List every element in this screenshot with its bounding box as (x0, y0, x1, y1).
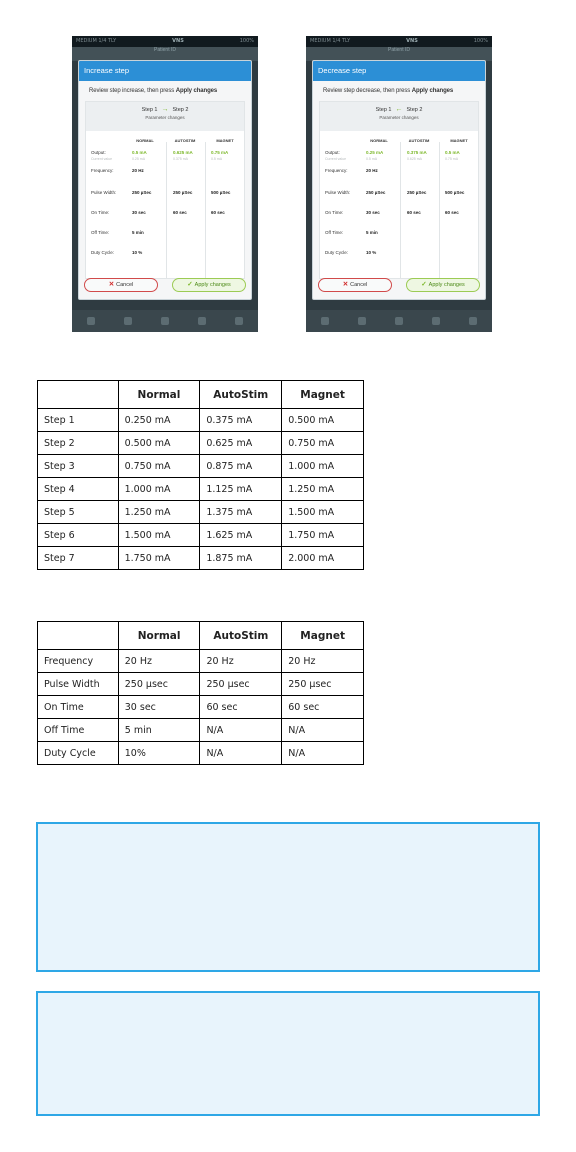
col-head-magnet: MAGNET (216, 138, 234, 143)
pulse-normal: 250 µSec (132, 190, 152, 195)
table-cell: 250 µsec (118, 673, 200, 696)
on-autostim: 60 sec (173, 210, 187, 215)
note-box (36, 822, 540, 972)
apply-changes-button[interactable] (172, 278, 246, 292)
header-magnet: Magnet (282, 622, 364, 650)
apply-label: Apply changes (194, 282, 231, 288)
dialog-title: Decrease step (313, 61, 485, 81)
table-row (38, 524, 364, 547)
label-duty-cycle: Duty Cycle: (325, 250, 349, 255)
col-head-autostim: AUTOSTIM (408, 138, 430, 143)
table-cell: 250 µsec (200, 673, 282, 696)
table-row (38, 409, 364, 432)
cancel-button[interactable] (84, 278, 158, 292)
old-output-autostim: 0.375 mA (173, 157, 188, 161)
output-normal: 0.25 mA (366, 150, 384, 155)
table-cell: 0.875 mA (200, 455, 282, 478)
table-cell: Step 4 (38, 478, 119, 501)
status-text-left: MEDIUM 1/4 TLY (76, 38, 117, 44)
card-header (86, 102, 244, 131)
close-icon: ✕ (342, 281, 349, 288)
old-output-autostim: 0.625 mA (407, 157, 422, 161)
battery-text: 100% (239, 38, 254, 44)
header-normal: Normal (118, 381, 200, 409)
table-cell: 1.250 mA (282, 478, 364, 501)
label-current-value: Current value (325, 157, 347, 161)
background-header-text: Patient ID (388, 47, 410, 53)
apply-changes-button[interactable] (406, 278, 480, 292)
duty-cycle-value: 10 % (132, 250, 143, 255)
close-icon: ✕ (108, 281, 115, 288)
dialog-instruction (79, 81, 251, 101)
header-autostim: AutoStim (200, 622, 282, 650)
step-from: Step 1 (375, 107, 392, 113)
increase-step-dialog (78, 60, 252, 300)
col-head-magnet: MAGNET (450, 138, 468, 143)
table-row (38, 742, 364, 765)
table-cell: 0.625 mA (200, 432, 282, 455)
background-bottom-nav (72, 310, 258, 332)
frequency-value: 20 Hz (132, 168, 144, 173)
table-cell: 20 Hz (200, 650, 282, 673)
output-autostim: 0.625 mA (173, 150, 193, 155)
table-cell: 10% (118, 742, 200, 765)
table-cell: Step 3 (38, 455, 119, 478)
table-cell: 30 sec (118, 696, 200, 719)
table-cell: N/A (200, 742, 282, 765)
nav-icon[interactable] (87, 317, 95, 325)
cancel-label: Cancel (116, 282, 134, 288)
background-header (72, 47, 258, 61)
col-head-normal: NORMAL (136, 138, 154, 143)
cancel-button[interactable] (318, 278, 392, 292)
label-pulse-width: Pulse Width: (91, 190, 117, 195)
table-cell: 1.500 mA (282, 501, 364, 524)
label-output: Output: (325, 150, 340, 155)
table-row (38, 719, 364, 742)
table-cell: 0.500 mA (118, 432, 200, 455)
table-cell: Duty Cycle (38, 742, 119, 765)
card-subtitle: Parameter changes (145, 115, 185, 120)
dialog-title: Increase step (79, 61, 251, 81)
nav-icon[interactable] (358, 317, 366, 325)
nav-icon[interactable] (321, 317, 329, 325)
table-cell: N/A (282, 742, 364, 765)
table-cell: 5 min (118, 719, 200, 742)
label-pulse-width: Pulse Width: (325, 190, 351, 195)
table-cell: 1.625 mA (200, 524, 282, 547)
old-output-normal: 0.25 mA (132, 157, 146, 161)
frequency-value: 20 Hz (366, 168, 378, 173)
table-cell: N/A (200, 719, 282, 742)
instruction-text: Review step decrease, then press (323, 88, 412, 94)
table-cell: Off Time (38, 719, 119, 742)
header-blank (38, 381, 119, 409)
table-cell: N/A (282, 719, 364, 742)
on-normal: 30 sec (132, 210, 146, 215)
table-cell: 1.750 mA (282, 524, 364, 547)
label-off-time: Off Time: (91, 230, 110, 235)
header-blank (38, 622, 119, 650)
table-row (38, 650, 364, 673)
table-row (38, 547, 364, 570)
parameters-table (37, 621, 364, 765)
nav-icon[interactable] (161, 317, 169, 325)
off-time-value: 5 min (132, 230, 144, 235)
off-time-value: 5 min (366, 230, 378, 235)
table-header-row (38, 622, 364, 650)
phone-screenshot-increase (72, 36, 258, 332)
table-cell: 0.750 mA (282, 432, 364, 455)
parameter-changes-card (319, 101, 479, 279)
output-autostim: 0.375 mA (407, 150, 427, 155)
instruction-text: Review step increase, then press (89, 88, 176, 94)
status-text-left: MEDIUM 1/4 TLY (310, 38, 351, 44)
on-magnet: 60 sec (211, 210, 225, 215)
background-bottom-nav (306, 310, 492, 332)
table-cell: 60 sec (200, 696, 282, 719)
step-from: Step 1 (141, 107, 158, 113)
output-magnet: 0.5 mA (445, 150, 460, 155)
background-header-text: Patient ID (154, 47, 176, 53)
table-cell: Pulse Width (38, 673, 119, 696)
nav-icon[interactable] (235, 317, 243, 325)
decrease-step-dialog (312, 60, 486, 300)
header-normal: Normal (118, 622, 200, 650)
label-duty-cycle: Duty Cycle: (91, 250, 115, 255)
cancel-label: Cancel (350, 282, 368, 288)
nav-icon[interactable] (432, 317, 440, 325)
step-to: Step 2 (172, 107, 189, 113)
on-autostim: 60 sec (407, 210, 421, 215)
table-cell: 250 µsec (282, 673, 364, 696)
table-cell: 1.250 mA (118, 501, 200, 524)
nav-icon[interactable] (124, 317, 132, 325)
old-output-magnet: 0.5 mA (211, 157, 223, 161)
apply-label: Apply changes (428, 282, 465, 288)
table-cell: On Time (38, 696, 119, 719)
table-header-row (38, 381, 364, 409)
pulse-autostim: 250 µSec (173, 190, 193, 195)
label-off-time: Off Time: (325, 230, 344, 235)
status-text-center: VNS (406, 38, 418, 44)
table-row (38, 501, 364, 524)
pulse-magnet: 500 µSec (445, 190, 465, 195)
table-cell: 1.375 mA (200, 501, 282, 524)
status-text-center: VNS (172, 38, 184, 44)
table-row (38, 673, 364, 696)
table-cell: Step 2 (38, 432, 119, 455)
label-frequency: Frequency: (91, 168, 114, 173)
table-cell: 1.125 mA (200, 478, 282, 501)
table-cell: Step 6 (38, 524, 119, 547)
table-cell: 1.750 mA (118, 547, 200, 570)
table-cell: 20 Hz (282, 650, 364, 673)
table-row (38, 478, 364, 501)
phone-screenshot-decrease (306, 36, 492, 332)
pulse-normal: 250 µSec (366, 190, 386, 195)
table-cell: Step 7 (38, 547, 119, 570)
table-cell: Step 1 (38, 409, 119, 432)
table-cell: 0.750 mA (118, 455, 200, 478)
duty-cycle-value: 10 % (366, 250, 377, 255)
table-cell: 1.875 mA (200, 547, 282, 570)
output-magnet: 0.75 mA (211, 150, 229, 155)
table-row (38, 455, 364, 478)
arrow-right-icon: → (161, 106, 169, 113)
old-output-magnet: 0.75 mA (445, 157, 459, 161)
table-cell: 0.375 mA (200, 409, 282, 432)
table-cell: Frequency (38, 650, 119, 673)
pulse-magnet: 500 µSec (211, 190, 231, 195)
label-frequency: Frequency: (325, 168, 348, 173)
pulse-autostim: 250 µSec (407, 190, 427, 195)
table-cell: 20 Hz (118, 650, 200, 673)
step-to: Step 2 (406, 107, 423, 113)
output-normal: 0.5 mA (132, 150, 147, 155)
check-icon: ✓ (421, 281, 427, 288)
output-steps-table (37, 380, 364, 570)
nav-icon[interactable] (469, 317, 477, 325)
header-autostim: AutoStim (200, 381, 282, 409)
table-cell: 2.000 mA (282, 547, 364, 570)
table-cell: 1.000 mA (118, 478, 200, 501)
nav-icon[interactable] (395, 317, 403, 325)
battery-text: 100% (473, 38, 488, 44)
on-magnet: 60 sec (445, 210, 459, 215)
card-header (320, 102, 478, 131)
col-head-autostim: AUTOSTIM (174, 138, 196, 143)
table-row (38, 696, 364, 719)
label-output: Output: (91, 150, 106, 155)
table-cell: 1.000 mA (282, 455, 364, 478)
status-bar (306, 36, 492, 47)
instruction-bold-text: Apply changes (175, 88, 218, 94)
check-icon: ✓ (187, 281, 193, 288)
note-box (36, 991, 540, 1116)
label-on-time: On Time: (91, 210, 110, 215)
nav-icon[interactable] (198, 317, 206, 325)
status-bar (72, 36, 258, 47)
instruction-bold-text: Apply changes (411, 88, 454, 94)
col-head-normal: NORMAL (370, 138, 388, 143)
label-on-time: On Time: (325, 210, 344, 215)
table-cell: 0.500 mA (282, 409, 364, 432)
table-cell: 0.250 mA (118, 409, 200, 432)
table-row (38, 432, 364, 455)
table-cell: 60 sec (282, 696, 364, 719)
dialog-instruction (313, 81, 485, 101)
old-output-normal: 0.5 mA (366, 157, 378, 161)
card-subtitle: Parameter changes (379, 115, 419, 120)
table-cell: 1.500 mA (118, 524, 200, 547)
table-cell: Step 5 (38, 501, 119, 524)
label-current-value: Current value (91, 157, 113, 161)
parameter-changes-card (85, 101, 245, 279)
header-magnet: Magnet (282, 381, 364, 409)
arrow-left-icon: ← (395, 106, 403, 113)
background-header (306, 47, 492, 61)
on-normal: 30 sec (366, 210, 380, 215)
